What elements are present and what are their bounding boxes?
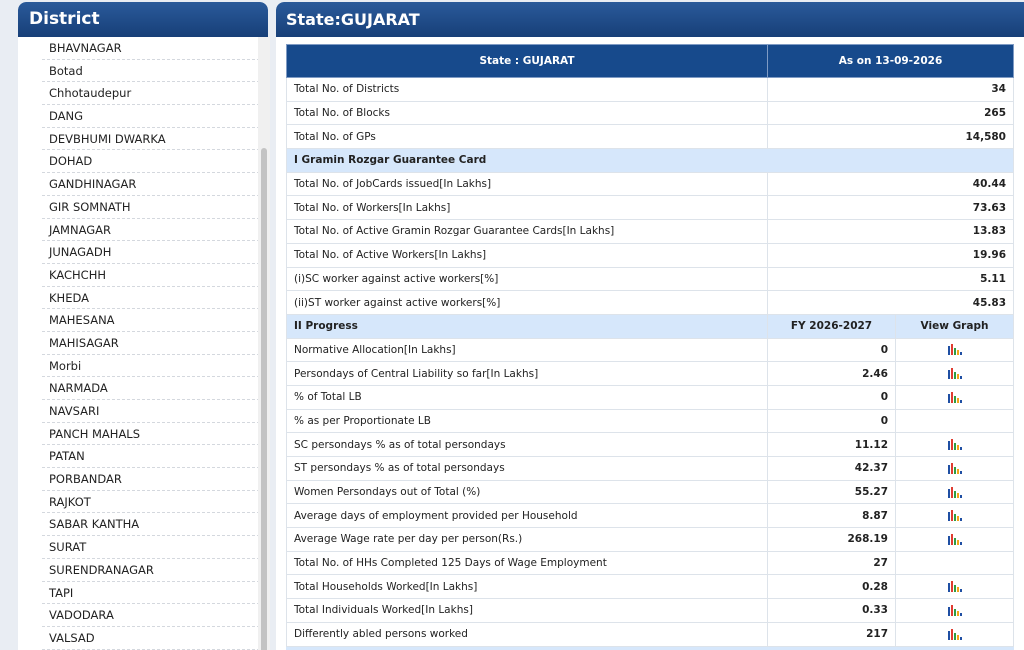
row-label: Total Individuals Worked[In Lakhs] xyxy=(287,599,768,623)
bar-chart-icon[interactable] xyxy=(948,510,962,521)
bar-chart-icon[interactable] xyxy=(948,605,962,616)
row-label: Total No. of HHs Completed 125 Days of Wage Employment xyxy=(287,551,768,575)
row-label: Total Households Worked[In Lakhs] xyxy=(287,575,768,599)
district-link[interactable]: RAJKOT xyxy=(42,491,260,514)
section-header-progress xyxy=(287,314,1014,338)
progress-row xyxy=(287,575,1014,599)
district-link[interactable]: NARMADA xyxy=(42,377,260,400)
view-graph-cell[interactable] xyxy=(896,575,1014,599)
district-link[interactable]: VALSAD xyxy=(42,627,260,650)
row-value: 0 xyxy=(768,409,896,433)
progress-row xyxy=(287,599,1014,623)
view-graph-cell xyxy=(896,409,1014,433)
district-link[interactable]: GIR SOMNATH xyxy=(42,196,260,219)
row-value: 55.27 xyxy=(768,480,896,504)
progress-row xyxy=(287,409,1014,433)
progress-row xyxy=(287,457,1014,481)
progress-row xyxy=(287,385,1014,409)
bar-chart-icon[interactable] xyxy=(948,581,962,592)
page-title: State:GUJARAT xyxy=(276,2,1024,37)
view-graph-column-header: View Graph xyxy=(896,314,1014,338)
row-label: Persondays of Central Liability so far[In Lakhs] xyxy=(287,362,768,386)
summary-row xyxy=(287,78,1014,102)
district-link[interactable]: MAHESANA xyxy=(42,309,260,332)
row-value: 2.46 xyxy=(768,362,896,386)
view-graph-cell[interactable] xyxy=(896,480,1014,504)
row-value: 45.83 xyxy=(768,291,1014,315)
row-value: 0 xyxy=(768,338,896,362)
table-row xyxy=(287,243,1014,267)
district-link[interactable]: DOHAD xyxy=(42,150,260,173)
row-label: (ii)ST worker against active workers[%] xyxy=(287,291,768,315)
district-list xyxy=(18,37,260,650)
view-graph-cell[interactable] xyxy=(896,457,1014,481)
section-header-gramin xyxy=(287,149,1014,173)
view-graph-cell[interactable] xyxy=(896,504,1014,528)
row-label: Average days of employment provided per Household xyxy=(287,504,768,528)
progress-row xyxy=(287,504,1014,528)
date-header: As on 13-09-2026 xyxy=(768,45,1014,78)
view-graph-cell xyxy=(896,551,1014,575)
district-link[interactable]: SABAR KANTHA xyxy=(42,513,260,536)
row-label: Normative Allocation[In Lakhs] xyxy=(287,338,768,362)
table-row xyxy=(287,220,1014,244)
row-label: Total No. of Blocks xyxy=(287,101,768,125)
row-label: ST persondays % as of total persondays xyxy=(287,457,768,481)
district-link[interactable]: KHEDA xyxy=(42,287,260,310)
district-link[interactable]: Chhotaudepur xyxy=(42,82,260,105)
view-graph-cell[interactable] xyxy=(896,362,1014,386)
table-row xyxy=(287,267,1014,291)
sidebar-title: District xyxy=(18,2,268,37)
row-label: Total No. of Active Workers[In Lakhs] xyxy=(287,243,768,267)
district-link[interactable]: MAHISAGAR xyxy=(42,332,260,355)
progress-row xyxy=(287,528,1014,552)
district-sidebar xyxy=(18,2,268,650)
section-title: I Gramin Rozgar Guarantee Card xyxy=(287,149,1014,173)
state-header: State : GUJARAT xyxy=(287,45,768,78)
view-graph-cell[interactable] xyxy=(896,385,1014,409)
district-link[interactable]: VADODARA xyxy=(42,604,260,627)
summary-row xyxy=(287,101,1014,125)
bar-chart-icon[interactable] xyxy=(948,368,962,379)
row-label: Total No. of Active Gramin Rozgar Guarantee Cards[In Lakhs] xyxy=(287,220,768,244)
bar-chart-icon[interactable] xyxy=(948,463,962,474)
bar-chart-icon[interactable] xyxy=(948,487,962,498)
view-graph-cell[interactable] xyxy=(896,599,1014,623)
progress-row xyxy=(287,338,1014,362)
district-link[interactable]: GANDHINAGAR xyxy=(42,173,260,196)
district-link[interactable]: PANCH MAHALS xyxy=(42,423,260,446)
row-value: 5.11 xyxy=(768,267,1014,291)
district-link[interactable]: NAVSARI xyxy=(42,400,260,423)
row-label: SC persondays % as of total persondays xyxy=(287,433,768,457)
table-header-row xyxy=(287,45,1014,78)
progress-row xyxy=(287,480,1014,504)
row-value: 73.63 xyxy=(768,196,1014,220)
district-link[interactable]: PATAN xyxy=(42,445,260,468)
summary-row xyxy=(287,125,1014,149)
district-link[interactable]: PORBANDAR xyxy=(42,468,260,491)
row-label: Total No. of Workers[In Lakhs] xyxy=(287,196,768,220)
district-link[interactable]: JUNAGADH xyxy=(42,241,260,264)
row-value: 40.44 xyxy=(768,172,1014,196)
progress-row xyxy=(287,362,1014,386)
table-row xyxy=(287,196,1014,220)
district-link[interactable]: DANG xyxy=(42,105,260,128)
progress-row xyxy=(287,433,1014,457)
bar-chart-icon[interactable] xyxy=(948,629,962,640)
view-graph-cell[interactable] xyxy=(896,338,1014,362)
bar-chart-icon[interactable] xyxy=(948,534,962,545)
district-link[interactable]: TAPI xyxy=(42,582,260,605)
district-link[interactable]: SURENDRANAGAR xyxy=(42,559,260,582)
bar-chart-icon[interactable] xyxy=(948,439,962,450)
row-value: 265 xyxy=(768,101,1014,125)
state-report-table xyxy=(286,44,1014,647)
row-label: Total No. of GPs xyxy=(287,125,768,149)
fy-column-header: FY 2026-2027 xyxy=(768,314,896,338)
district-link[interactable]: SURAT xyxy=(42,536,260,559)
bar-chart-icon[interactable] xyxy=(948,344,962,355)
row-label: Average Wage rate per day per person(Rs.) xyxy=(287,528,768,552)
row-label: Total No. of Districts xyxy=(287,78,768,102)
row-label: % of Total LB xyxy=(287,385,768,409)
row-value: 0 xyxy=(768,385,896,409)
bar-chart-icon[interactable] xyxy=(948,392,962,403)
row-value: 217 xyxy=(768,622,896,646)
district-link[interactable]: Morbi xyxy=(42,355,260,378)
row-value: 268.19 xyxy=(768,528,896,552)
state-panel xyxy=(276,2,1024,650)
sidebar-scrollbar-thumb[interactable] xyxy=(261,148,267,650)
table-row xyxy=(287,172,1014,196)
district-link[interactable]: Botad xyxy=(42,60,260,83)
row-value: 0.28 xyxy=(768,575,896,599)
row-label: % as per Proportionate LB xyxy=(287,409,768,433)
row-label: (i)SC worker against active workers[%] xyxy=(287,267,768,291)
district-link[interactable]: BHAVNAGAR xyxy=(42,37,260,60)
district-link[interactable]: KACHCHH xyxy=(42,264,260,287)
table-row xyxy=(287,291,1014,315)
district-link[interactable]: DEVBHUMI DWARKA xyxy=(42,128,260,151)
row-label: Women Persondays out of Total (%) xyxy=(287,480,768,504)
row-label: Differently abled persons worked xyxy=(287,622,768,646)
row-value: 14,580 xyxy=(768,125,1014,149)
row-value: 0.33 xyxy=(768,599,896,623)
district-link[interactable]: JAMNAGAR xyxy=(42,219,260,242)
row-value: 19.96 xyxy=(768,243,1014,267)
view-graph-cell[interactable] xyxy=(896,433,1014,457)
view-graph-cell[interactable] xyxy=(896,528,1014,552)
row-value: 11.12 xyxy=(768,433,896,457)
row-value: 42.37 xyxy=(768,457,896,481)
progress-row xyxy=(287,622,1014,646)
row-value: 27 xyxy=(768,551,896,575)
progress-row xyxy=(287,551,1014,575)
row-label: Total No. of JobCards issued[In Lakhs] xyxy=(287,172,768,196)
row-value: 8.87 xyxy=(768,504,896,528)
view-graph-cell[interactable] xyxy=(896,622,1014,646)
row-value: 13.83 xyxy=(768,220,1014,244)
row-value: 34 xyxy=(768,78,1014,102)
section-title: II Progress xyxy=(287,314,768,338)
